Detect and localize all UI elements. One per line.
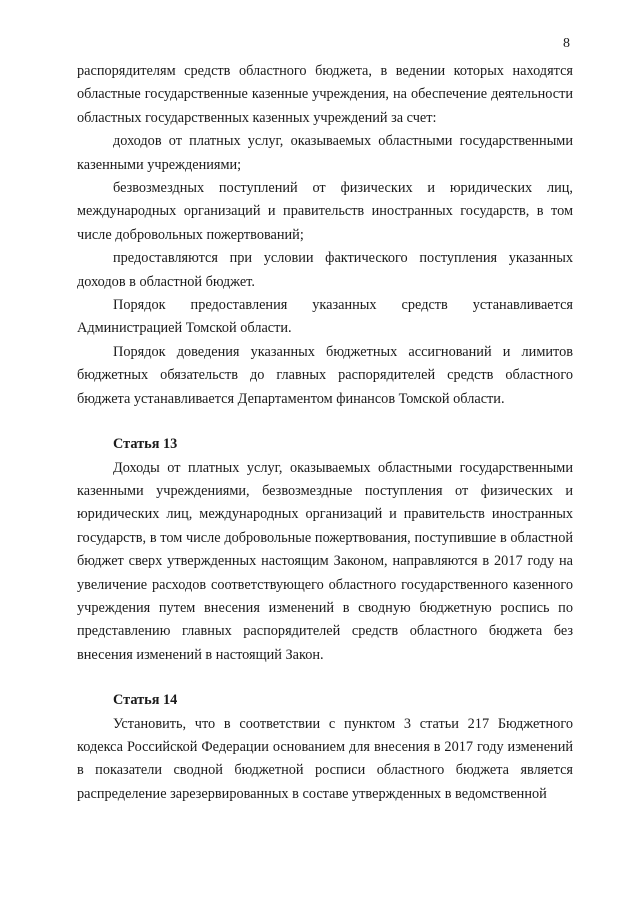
- paragraph: Порядок предоставления указанных средств устанавливается Администрацией Томской области.: [77, 297, 573, 337]
- article-14-text: Установить, что в соответствии с пунктом 3 статьи 217 Бюджетного кодекса Российской Федерации основанием для внесения в 2017 году изменений в показатели сводной бюджетной росписи областного бюджета является распределение зарезервированных в составе утвержденных в ведомственной: [77, 715, 573, 802]
- paragraph: доходов от платных услуг, оказываемых областными государственными казенными учреждениями;: [77, 133, 573, 173]
- paragraph: Порядок доведения указанных бюджетных ассигнований и лимитов бюджетных обязательств до главных распорядителей средств областного бюджета устанавливается Департаментом финансов Томской области.: [77, 343, 573, 407]
- article-13-text: Доходы от платных услуг, оказываемых областными государственными казенными учреждениями, безвозмездные поступления от физических и юридических лиц, международных организаций и правительств иностранных государств, в том числе добровольные пожертвования, поступившие в областной бюджет сверх утвержденных настоящим Законом, направляются в 2017 году на увеличение расходов соответствующего областного государственного казенного учреждения путем внесения изменений в сводную бюджетную роспись по представлению главных распорядителей средств областного бюджета без внесения изменений в настоящий Закон.: [77, 459, 573, 663]
- paragraph: безвозмездных поступлений от физических и юридических лиц, международных организаций и правительств иностранных государств, в том числе добровольных пожертвований;: [77, 180, 573, 243]
- article-14-heading: Статья 14: [113, 692, 178, 709]
- paragraph: распорядителям средств областного бюджета, в ведении которых находятся областные государственные казенные учреждения, на обеспечение деятельности областных государственных казенных учреждений за счет:: [77, 63, 573, 126]
- spacer: [77, 667, 573, 689]
- document-body: [77, 60, 573, 806]
- article-13-heading: Статья 13: [113, 436, 178, 453]
- spacer: [77, 411, 573, 433]
- paragraph: предоставляются при условии фактического поступления указанных доходов в областной бюджет.: [77, 250, 573, 290]
- page-number: 8: [563, 36, 570, 51]
